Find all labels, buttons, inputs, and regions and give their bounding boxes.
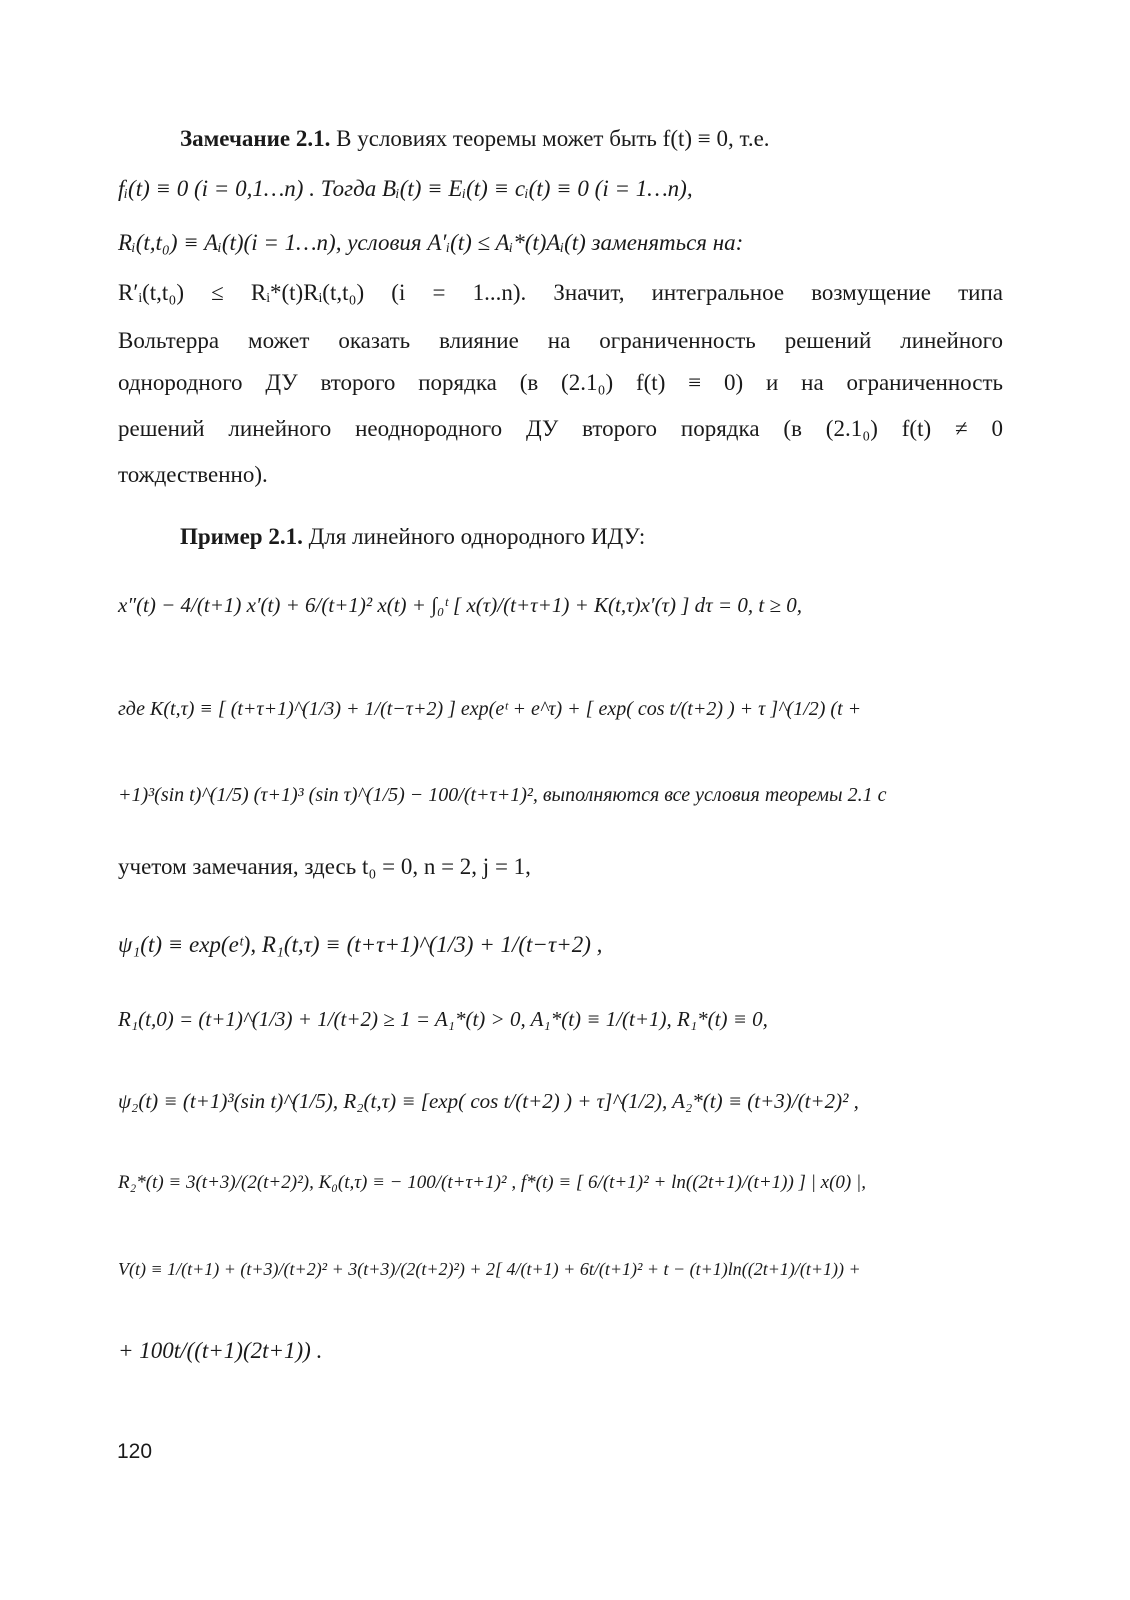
example-title: Пример 2.1. xyxy=(180,524,303,549)
remark-line-2: fᵢ(t) ≡ 0 (i = 0,1…n) . Тогда Bᵢ(t) ≡ Eᵢ(t) ≡ cᵢ(t) ≡ 0 (i = 1…n), xyxy=(118,176,693,201)
equation-main: x″(t) − 4/(t+1) x′(t) + 6/(t+1)² x(t) + ∫₀ᵗ [ x(τ)/(t+τ+1) + K(t,τ)x′(τ) ] dτ = 0, t ≥ 0, xyxy=(118,593,802,617)
remark-line-7: решений линейного неоднородного ДУ второго порядка (в (2.1₀) f(t) ≠ 0 xyxy=(118,416,1003,441)
example-line-1 xyxy=(180,522,1003,552)
equation-kernel: где K(t,τ) ≡ [ (t+τ+1)^(1/3) + 1/(t−τ+2) ] exp(eᵗ + e^τ) + [ exp( cos t/(t+2) ) + τ ]^(1/2) (t + xyxy=(118,698,862,720)
remark-line-3: Rᵢ(t,t₀) ≡ Aᵢ(t)(i = 1…n), условия A′ᵢ(t) ≤ Aᵢ*(t)Aᵢ(t) заменяться на: xyxy=(118,230,744,255)
remark-line-6: однородного ДУ второго порядка (в (2.1₀) f(t) ≡ 0) и на ограниченность xyxy=(118,370,1003,395)
equation-r1: R₁(t,0) = (t+1)^(1/3) + 1/(t+2) ≥ 1 = A₁*(t) > 0, A₁*(t) ≡ 1/(t+1), R₁*(t) ≡ 0, xyxy=(118,1007,768,1031)
equation-v: V(t) ≡ 1/(t+1) + (t+3)/(t+2)² + 3(t+3)/(2(t+2)²) + 2[ 4/(t+1) + 6t/(t+1)² + t − (t+1)ln((2t+1)/(t+1)) + xyxy=(118,1259,861,1279)
remark-line-4: R′ᵢ(t,t₀) ≤ Rᵢ*(t)Rᵢ(t,t₀) (i = 1...n). Значит, интегральное возмущение типа xyxy=(118,280,1003,305)
page-number: 120 xyxy=(117,1440,153,1463)
equation-kernel-continued: +1)³(sin t)^(1/5) (τ+1)³ (sin τ)^(1/5) − 100/(t+τ+1)², выполняются все условия теоремы 2.1 с xyxy=(118,784,887,806)
remark-line-1 xyxy=(180,124,1003,154)
example-intro: Для линейного однородного ИДУ: xyxy=(308,524,646,549)
remark-line-8: тождественно). xyxy=(118,462,268,487)
equation-psi2: ψ₂(t) ≡ (t+1)³(sin t)^(1/5), R₂(t,τ) ≡ [exp( cos t/(t+2) ) + τ]^(1/2), A₂*(t) ≡ (t+3)/(t+2)² , xyxy=(118,1089,859,1113)
equation-psi1: ψ₁(t) ≡ exp(eᵗ), R₁(t,τ) ≡ (t+τ+1)^(1/3) + 1/(t−τ+2) , xyxy=(118,932,603,957)
remark-line-5: Вольтерра может оказать влияние на ограниченность решений линейного xyxy=(118,328,1003,353)
equation-r2: R₂*(t) ≡ 3(t+3)/(2(t+2)²), K₀(t,τ) ≡ − 100/(t+τ+1)² , f*(t) ≡ [ 6/(t+1)² + ln((2t+1)/(t+1)) ] | x(0) |, xyxy=(118,1172,866,1193)
equation-v-continued: + 100t/((t+1)(2t+1)) . xyxy=(118,1338,323,1363)
remark-title: Замечание 2.1. xyxy=(180,126,331,151)
remark-text: В условиях теоремы может быть f(t) ≡ 0, т.е. xyxy=(336,126,770,151)
example-conditions: учетом замечания, здесь t₀ = 0, n = 2, j = 1, xyxy=(118,854,531,879)
